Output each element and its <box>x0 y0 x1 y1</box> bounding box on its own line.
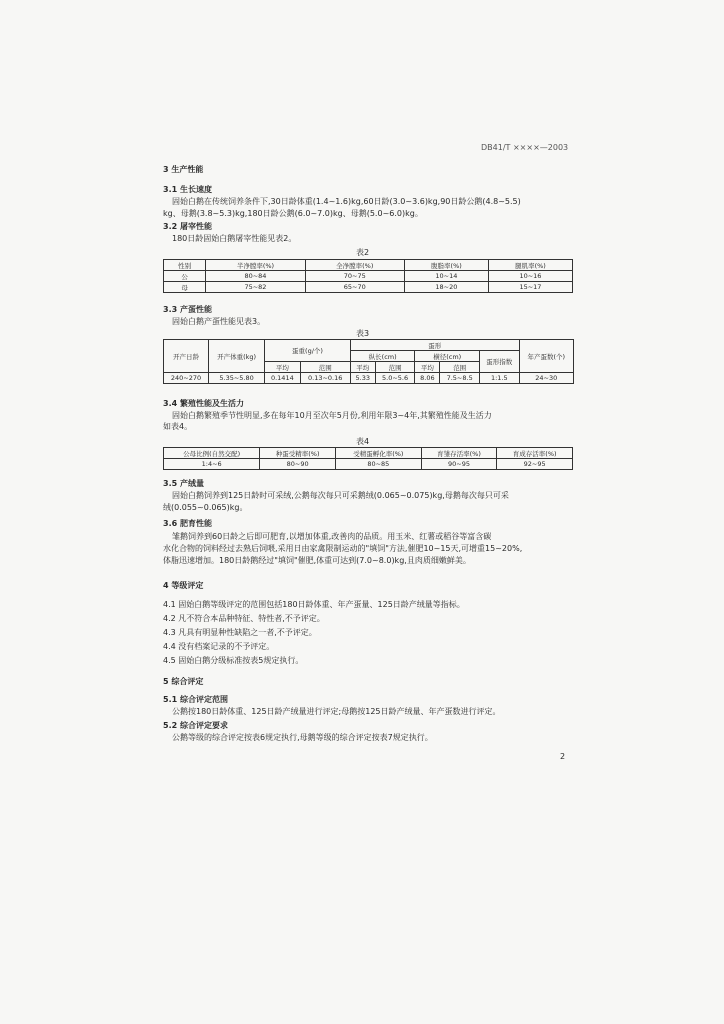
section-4-title: 4 等级评定 <box>163 581 204 590</box>
section-3-4-title: 3.4 繁殖性能及生活力 <box>163 399 244 408</box>
section-3-4-text-2: 如表4。 <box>163 422 193 431</box>
table-header-cell: 公母比例(自然交配) <box>164 448 260 459</box>
section-5-2-text: 公鹅等级的综合评定按表6规定执行,母鹅等级的综合评定按表7规定执行。 <box>172 733 433 742</box>
section-3-1-title: 3.1 生长速度 <box>163 185 212 194</box>
section-5-title: 5 综合评定 <box>163 677 204 686</box>
table-cell: 75~82 <box>206 282 305 293</box>
table-header-cell: 腹脂率(%) <box>404 260 488 271</box>
section-3-1-text-2: kg、母鹅(3.8~5.3)kg,180日龄公鹅(6.0~7.0)kg、母鹅(5.0~6.0)kg。 <box>163 209 423 218</box>
section-3-6-text: 雏鹅饲养到60日龄之后即可肥育,以增加体重,改善肉的品质。用玉米、红薯或稻谷等富含碳 <box>172 532 492 541</box>
table-4-caption: 表4 <box>356 437 370 446</box>
section-3-3-title: 3.3 产蛋性能 <box>163 305 212 314</box>
section-3-5-text: 固始白鹅饲养到125日龄时可采绒,公鹅每次每只可采鹅绒(0.065~0.075)kg,母鹅每次每只可采 <box>172 491 509 500</box>
table-header-cell: 蛋形指数 <box>480 351 520 373</box>
section-3-3-text: 固始白鹅产蛋性能见表3。 <box>172 317 266 326</box>
table-header-cell: 育成存活率(%) <box>497 448 573 459</box>
section-3-title: 3 生产性能 <box>163 165 204 174</box>
table-cell: 90~95 <box>421 459 497 470</box>
section-4-4: 4.4 没有档案记录的不予评定。 <box>163 642 275 651</box>
table-row <box>164 260 573 271</box>
table-header-cell: 平均 <box>415 362 440 373</box>
table-header-cell: 开产日龄 <box>164 340 209 373</box>
table-header-cell: 横径(cm) <box>415 351 480 362</box>
table-header-cell: 平均 <box>265 362 300 373</box>
section-4-2: 4.2 凡不符合本品种特征、特性者,不予评定。 <box>163 614 325 623</box>
table-cell: 65~70 <box>305 282 404 293</box>
table-header-cell: 范围 <box>440 362 480 373</box>
table-2-caption: 表2 <box>356 248 370 257</box>
table-header-cell: 育雏存活率(%) <box>421 448 497 459</box>
table-3-caption: 表3 <box>356 329 370 338</box>
table-header-cell: 全净膛率(%) <box>305 260 404 271</box>
section-4-3: 4.3 凡具有明显种性缺陷之一者,不予评定。 <box>163 628 317 637</box>
table-header-cell: 受精蛋孵化率(%) <box>335 448 421 459</box>
table-cell: 0.1414 <box>265 373 300 384</box>
section-3-6-text-3: 体脂迅速增加。180日龄鹅经过"填饲"催肥,体重可达到(7.0~8.0)kg,且肉质细嫩鲜美。 <box>163 556 471 565</box>
section-3-5-title: 3.5 产绒量 <box>163 479 204 488</box>
section-4-1: 4.1 固始白鹅等级评定的范围包括180日龄体重、年产蛋量、125日龄产绒量等指标。 <box>163 600 465 609</box>
table-header-cell: 腿肌率(%) <box>488 260 572 271</box>
table-header-cell: 半净膛率(%) <box>206 260 305 271</box>
section-3-2-text: 180日龄固始白鹅屠宰性能见表2。 <box>172 234 297 243</box>
table-cell: 1:1.5 <box>480 373 520 384</box>
section-3-4-text: 固始白鹅繁殖季节性明显,多在每年10月至次年5月份,利用年限3~4年,其繁殖性能及生活力 <box>172 411 492 420</box>
table-cell: 18~20 <box>404 282 488 293</box>
table-row <box>164 282 573 293</box>
table-header-cell: 范围 <box>375 362 415 373</box>
table-row <box>164 373 574 384</box>
table-cell: 1:4~6 <box>164 459 260 470</box>
table-2 <box>163 259 573 293</box>
table-cell: 0.13~0.16 <box>300 373 350 384</box>
table-cell: 240~270 <box>164 373 209 384</box>
section-4-5: 4.5 固始白鹅分级标准按表5规定执行。 <box>163 656 304 665</box>
table-cell: 公 <box>164 271 206 282</box>
table-cell: 10~16 <box>488 271 572 282</box>
section-3-6-title: 3.6 肥育性能 <box>163 519 212 528</box>
page-number: 2 <box>560 752 566 761</box>
table-row <box>164 459 573 470</box>
table-cell: 92~95 <box>497 459 573 470</box>
section-3-6-text-2: 水化合物的饲料经过去熟后饲喂,采用日由家禽限制运动的"填饲"方法,催肥10~15天,可增重15~20%, <box>163 544 523 553</box>
section-3-5-text-2: 绒(0.055~0.065)kg。 <box>163 503 248 512</box>
table-row <box>164 448 573 459</box>
table-header-cell: 年产蛋数(个) <box>519 340 573 373</box>
table-4 <box>163 447 573 470</box>
table-header-cell: 种蛋受精率(%) <box>260 448 336 459</box>
table-cell: 70~75 <box>305 271 404 282</box>
table-header-cell: 蛋重(g/个) <box>265 340 351 362</box>
table-row <box>164 340 574 351</box>
section-3-2-title: 3.2 屠宰性能 <box>163 222 212 231</box>
table-cell: 80~85 <box>335 459 421 470</box>
table-row <box>164 271 573 282</box>
table-header-cell: 纵长(cm) <box>350 351 415 362</box>
table-cell: 5.33 <box>350 373 375 384</box>
table-cell: 母 <box>164 282 206 293</box>
standard-code: DB41/T ××××—2003 <box>481 143 569 152</box>
table-cell: 8.06 <box>415 373 440 384</box>
table-cell: 80~90 <box>260 459 336 470</box>
table-cell: 7.5~8.5 <box>440 373 480 384</box>
section-3-1-text: 固始白鹅在传统饲养条件下,30日龄体重(1.4~1.6)kg,60日龄(3.0~3.6)kg,90日龄公鹅(4.8~5.5) <box>172 197 521 206</box>
section-5-1-text: 公鹅按180日龄体重、125日龄产绒量进行评定;母鹅按125日龄产绒量、年产蛋数进行评定。 <box>172 707 501 716</box>
table-header-cell: 开产体重(kg) <box>209 340 265 373</box>
table-header-cell: 范围 <box>300 362 350 373</box>
table-header-cell: 蛋形 <box>350 340 519 351</box>
table-header-cell: 平均 <box>350 362 375 373</box>
table-3 <box>163 339 574 384</box>
table-cell: 80~84 <box>206 271 305 282</box>
table-header-cell: 性别 <box>164 260 206 271</box>
table-cell: 24~30 <box>519 373 573 384</box>
section-5-2-title: 5.2 综合评定要求 <box>163 721 228 730</box>
table-cell: 10~14 <box>404 271 488 282</box>
table-cell: 5.35~5.80 <box>209 373 265 384</box>
table-cell: 5.0~5.6 <box>375 373 415 384</box>
table-cell: 15~17 <box>488 282 572 293</box>
section-5-1-title: 5.1 综合评定范围 <box>163 695 228 704</box>
